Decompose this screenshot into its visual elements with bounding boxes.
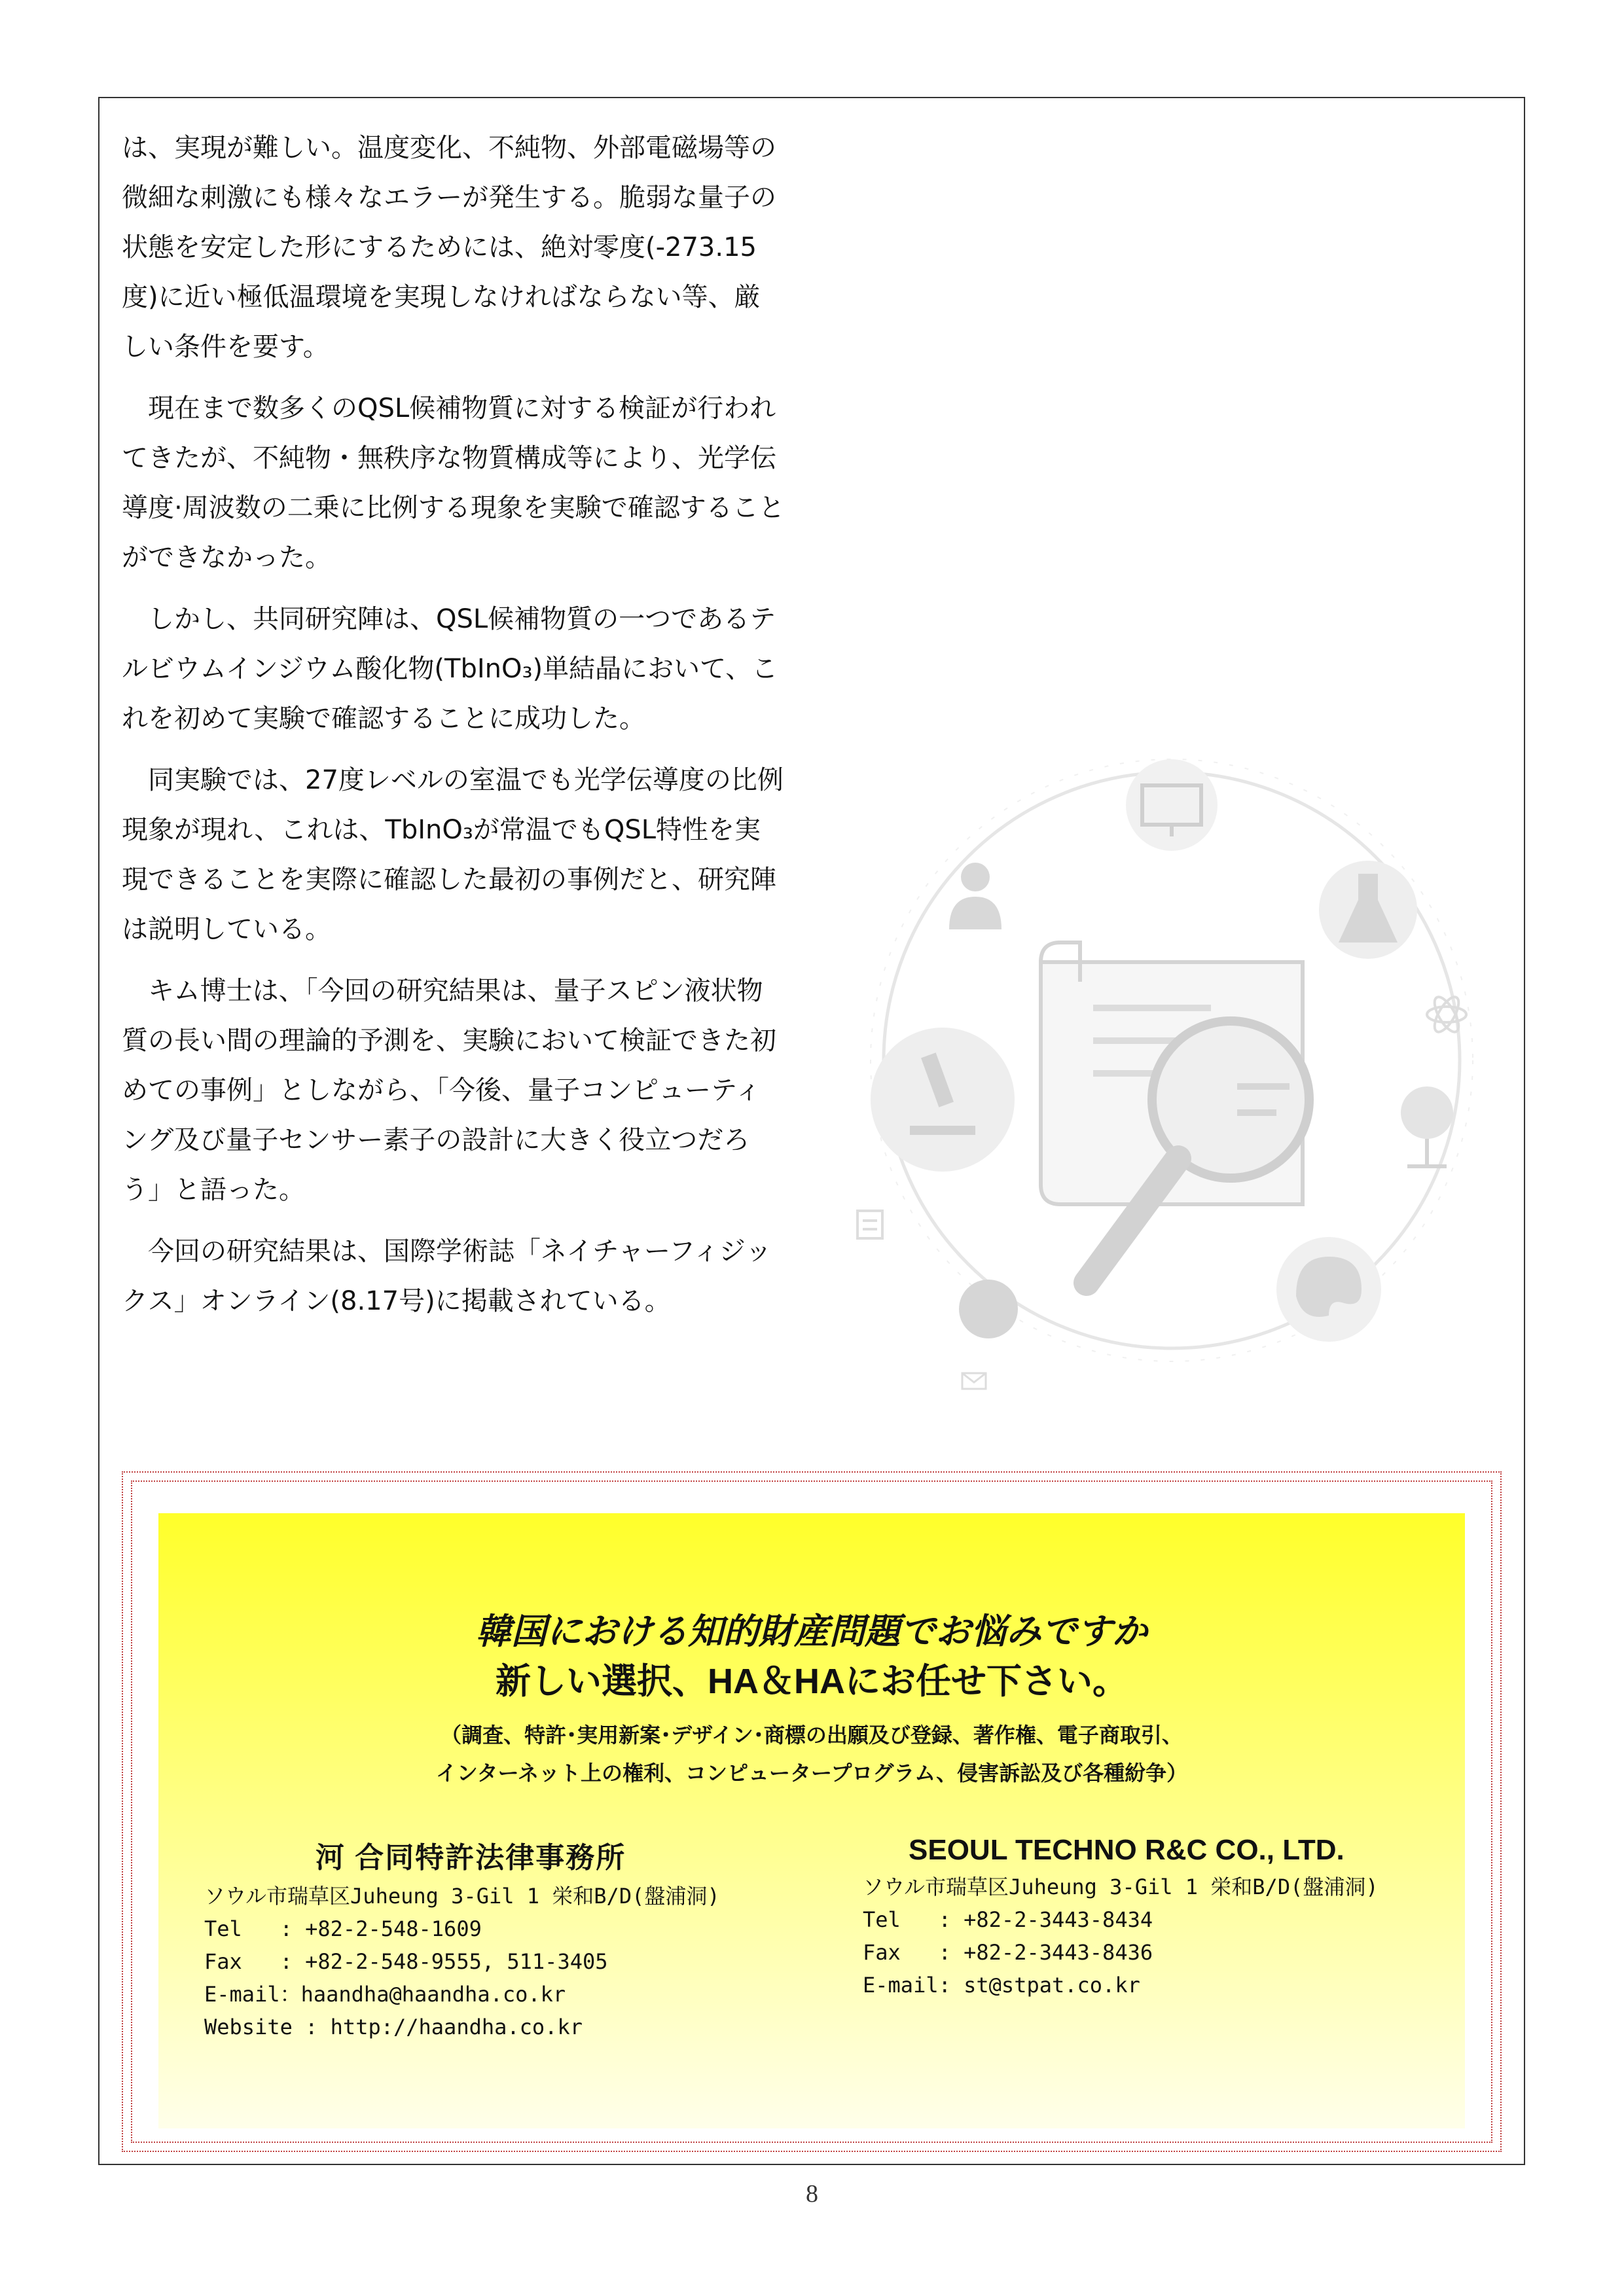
person-icon <box>949 863 1001 929</box>
company-tel: Tel : +82-2-3443-8434 <box>863 1907 1153 1932</box>
checklist-icon <box>857 1211 882 1238</box>
paragraph: 今回の研究結果は、国際学術誌「ネイチャーフィジックス」オンライン(8.17号)に掲載されている。 <box>122 1236 772 1316</box>
company-name: SEOUL TECHNO R&C CO., LTD. <box>909 1834 1344 1866</box>
atom-icon <box>1427 994 1466 1035</box>
firm-name: 河 合同特許法律事務所 <box>316 1842 626 1874</box>
company-email[interactable]: E-mail: st@stpat.co.kr <box>863 1973 1140 1998</box>
paragraph: は、実現が難しい。温度変化、不純物、外部電磁場等の微細な刺激にも様々なエラーが発生する。脆弱な量子の状態を安定した形にするためには、絶対零度(-273.15度)に近い極低温環境を実現しなければならない等、厳しい条件を要す。 <box>122 133 776 362</box>
paragraph: しかし、共同研究陣は、QSL候補物質の一つであるテルビウムインジウム酸化物(TbInO₃)単結晶において、これを初めて実験で確認することに成功した。 <box>122 604 778 734</box>
contact-left <box>204 1834 793 2043</box>
monitor-icon <box>1126 759 1218 851</box>
page-number: 8 <box>806 2180 818 2208</box>
flask-icon <box>1319 861 1417 959</box>
company-fax: Fax : +82-2-3443-8436 <box>863 1940 1153 1965</box>
palette-icon <box>1276 1237 1381 1342</box>
firm-email[interactable]: E-mail：haandha@haandha.co.kr <box>204 1982 566 2007</box>
paragraph: 同実験では、27度レベルの室温でも光学伝導度の比例現象が現れ、これは、TbInO₃が常温でもQSL特性を実現できることを実際に確認した最初の事例だと、研究陣は説明している。 <box>122 765 784 944</box>
paragraph: キム博士は、「今回の研究結果は、量子スピン液状物質の長い間の理論的予測を、実験において検証できた初めての事例」としながら、「今後、量子コンピューティング及び量子センサー素子の設計に大きく役立つだろう」と語った。 <box>122 976 776 1205</box>
firm-tel: Tel : +82-2-548-1609 <box>204 1916 482 1941</box>
advertisement-panel <box>158 1513 1465 2128</box>
firm-fax: Fax : +82-2-548-9555, 511-3405 <box>204 1949 608 1974</box>
mail-icon <box>962 1373 986 1389</box>
ad-tagline: 新しい選択、HA＆HAにお任せ下さい。 <box>496 1662 1128 1701</box>
advertisement-box <box>122 1471 1502 2152</box>
article-body <box>122 123 785 1338</box>
ad-services-line-1: （調査、特許･実用新案･デザイン･商標の出願及び登録、著作権、電子商取引、 <box>441 1723 1183 1747</box>
microscope-icon <box>871 1028 1015 1172</box>
company-address: ソウル市瑞草区Juheung 3-Gil 1 栄和B/D(盤浦洞) <box>863 1874 1379 1899</box>
research-illustration <box>844 733 1479 1401</box>
ball-icon <box>959 1280 1018 1338</box>
paragraph: 現在まで数多くのQSL候補物質に対する検証が行われてきたが、不純物・無秩序な物質構成等により、光学伝導度·周波数の二乗に比例する現象を実験で確認することができなかった。 <box>122 393 785 573</box>
contact-right <box>863 1834 1452 2001</box>
firm-website[interactable]: Website : http://haandha.co.kr <box>204 2015 583 2039</box>
ad-services-line-2: インターネット上の権利、コンピュータープログラム、侵害訴訟及び各種紛争） <box>435 1761 1188 1785</box>
ad-headline: 韓国における知的財産問題でお悩みですか <box>476 1612 1147 1651</box>
firm-address: ソウル市瑞草区Juheung 3-Gil 1 栄和B/D(盤浦洞) <box>204 1884 720 1909</box>
